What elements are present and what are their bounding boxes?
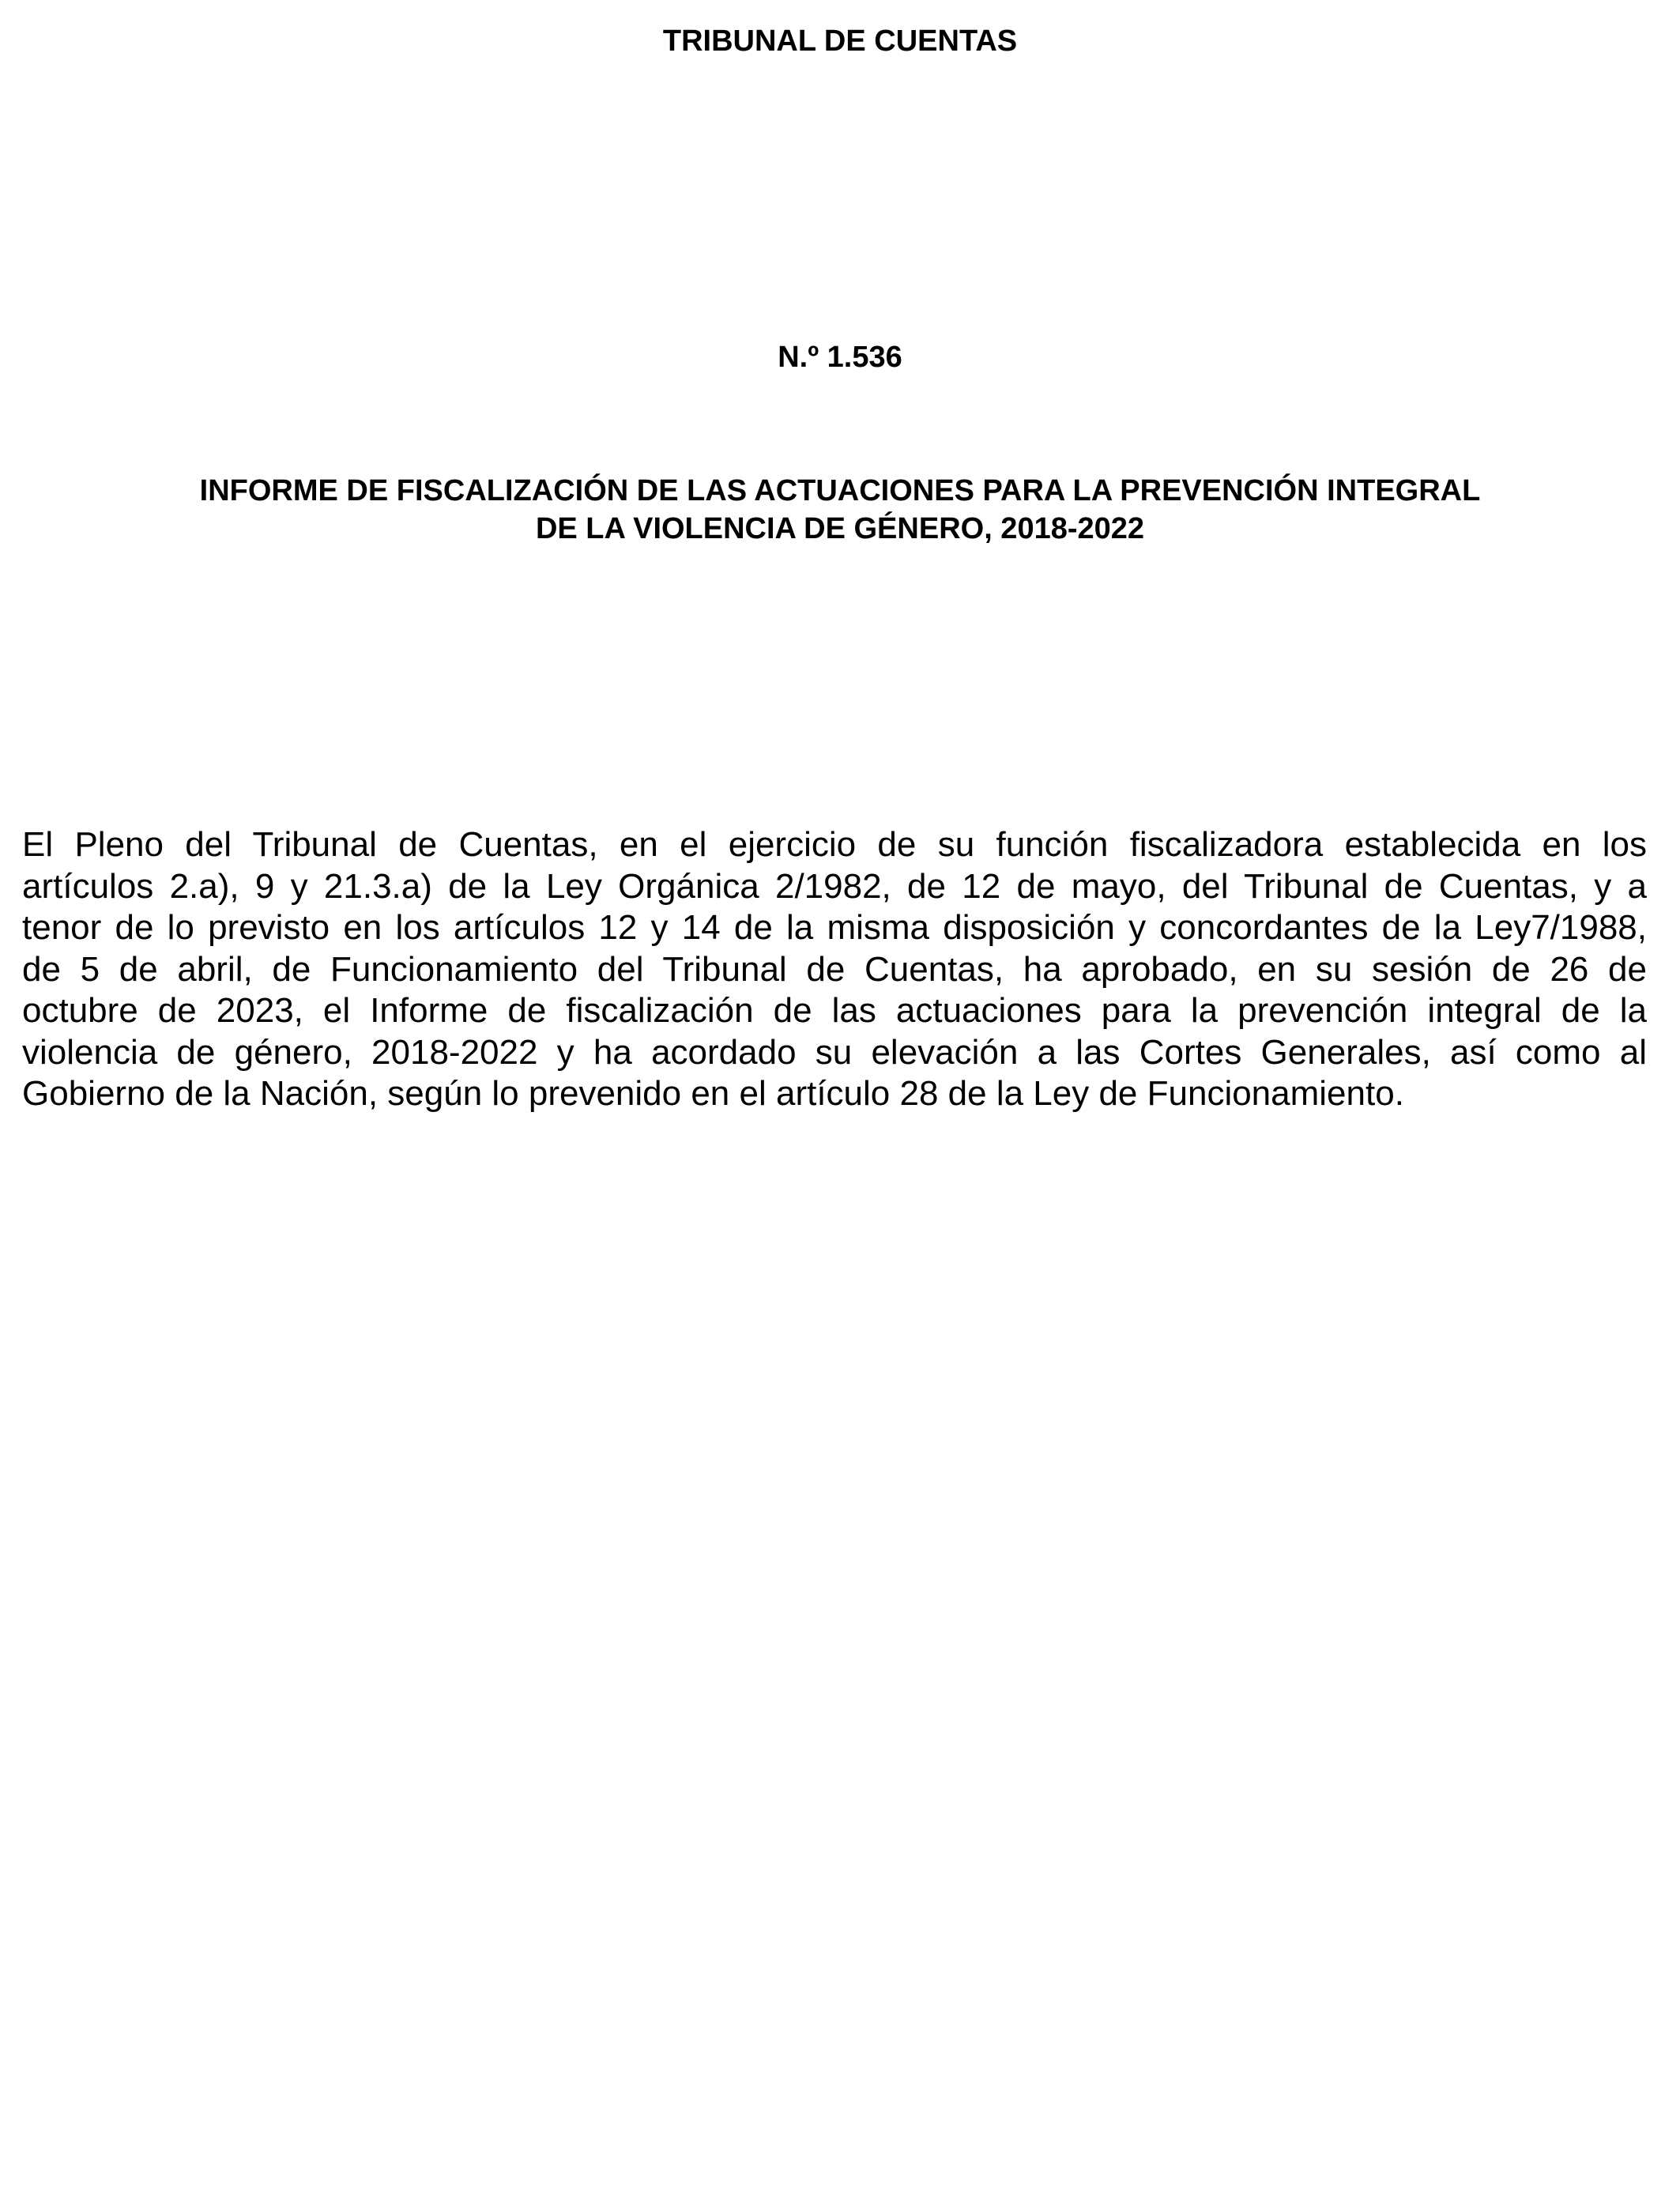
paragraph-line: violencia de género, 2018-2022 y ha acordado su elevación a las Cortes Generales, así como al	[22, 1032, 1647, 1072]
report-number: N.º 1.536	[778, 341, 902, 374]
report-title-line: DE LA VIOLENCIA DE GÉNERO, 2018-2022	[535, 512, 1145, 545]
approval-paragraph	[22, 824, 1647, 1115]
report-title-line: INFORME DE FISCALIZACIÓN DE LAS ACTUACIONES PARA LA PREVENCIÓN INTEGRAL	[199, 474, 1481, 507]
paragraph-line: de 5 de abril, de Funcionamiento del Tribunal de Cuentas, ha aprobado, en su sesión de 26 de	[22, 949, 1647, 989]
paragraph-line: Gobierno de la Nación, según lo prevenido en el artículo 28 de la Ley de Funcionamiento.	[22, 1074, 1404, 1113]
paragraph-line: artículos 2.a), 9 y 21.3.a) de la Ley Orgánica 2/1982, de 12 de mayo, del Tribunal de Cuentas, y a	[22, 866, 1647, 906]
report-title	[0, 472, 1680, 548]
paragraph-line: octubre de 2023, el Informe de fiscalización de las actuaciones para la prevención integral de la	[22, 991, 1647, 1030]
paragraph-line: El Pleno del Tribunal de Cuentas, en el ejercicio de su función fiscalizadora establecida en los	[22, 825, 1647, 864]
paragraph-line: tenor de lo previsto en los artículos 12 y 14 de la misma disposición y concordantes de la Ley7/1988,	[22, 908, 1647, 947]
institution-header: TRIBUNAL DE CUENTAS	[662, 25, 1018, 58]
